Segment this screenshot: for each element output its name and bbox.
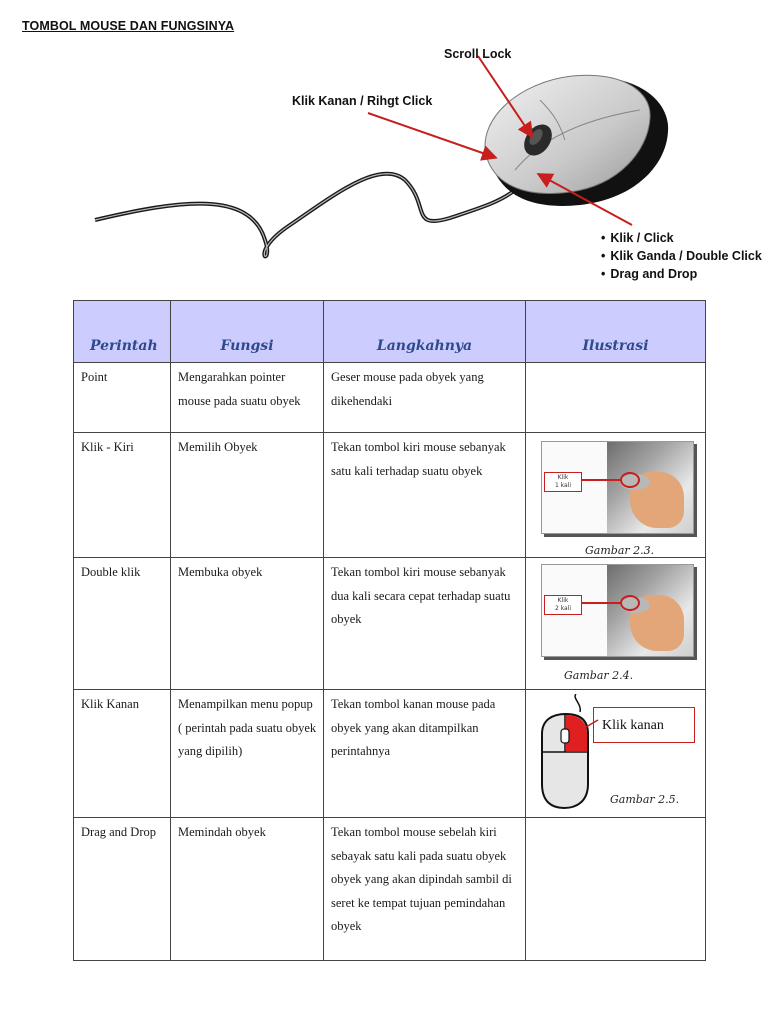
table-row [74, 818, 706, 961]
bullet-item: • Klik / Click [601, 229, 762, 247]
cell-perintah: Klik Kanan [74, 690, 171, 818]
header-fungsi: Fungsi [171, 301, 324, 363]
cell-fungsi: Memindah obyek [171, 818, 324, 961]
cell-perintah: Klik - Kiri [74, 433, 171, 558]
label-right-click: Klik Kanan / Rihgt Click [292, 94, 433, 108]
cell-ilustrasi [526, 363, 706, 433]
cell-ilustrasi [526, 558, 706, 690]
cell-perintah: Double klik [74, 558, 171, 690]
photo-double-click [541, 564, 694, 657]
arrow-right-click [368, 113, 494, 157]
cell-fungsi: Menampilkan menu popup ( perintah pada suatu obyek yang dipilih) [171, 690, 324, 818]
click-bullet-list [601, 229, 762, 283]
cell-langkah: Tekan tombol kiri mouse sebanyak dua kali secara cepat terhadap suatu obyek [324, 558, 526, 690]
cell-ilustrasi [526, 818, 706, 961]
photo-left-click [541, 441, 694, 534]
cell-perintah: Point [74, 363, 171, 433]
cell-ilustrasi [526, 433, 706, 558]
caption-gambar-2-3: Gambar 2.3. [585, 544, 655, 557]
header-ilustrasi: Ilustrasi [526, 301, 706, 363]
caption-gambar-2-5: Gambar 2.5. [610, 793, 680, 806]
page-title: TOMBOL MOUSE DAN FUNGSINYA [22, 19, 235, 33]
mouse-body [485, 75, 668, 206]
bullet-item: • Drag and Drop [601, 265, 762, 283]
photo-label: Klik 1 kali [544, 472, 582, 492]
cell-langkah: Tekan tombol mouse sebelah kiri sebayak satu kali pada suatu obyek obyek yang akan dipindah sambil di seret ke tempat tujuan pemindahan obyek [324, 818, 526, 961]
table-header-row [74, 301, 706, 363]
bullet-item: • Klik Ganda / Double Click [601, 247, 762, 265]
header-perintah: Perintah [74, 301, 171, 363]
klik-kanan-label: Klik kanan [593, 707, 695, 743]
cell-langkah: Tekan tombol kiri mouse sebanyak satu kali terhadap suatu obyek [324, 433, 526, 558]
table-row [74, 690, 706, 818]
cell-ilustrasi [526, 690, 706, 818]
caption-gambar-2-4: Gambar 2.4. [564, 669, 634, 682]
cell-fungsi: Mengarahkan pointer mouse pada suatu obyek [171, 363, 324, 433]
label-scroll-lock: Scroll Lock [444, 47, 512, 61]
table-row [74, 558, 706, 690]
mouse-diagram [0, 40, 768, 290]
mouse-command-table [73, 300, 706, 961]
header-langkahnya: Langkahnya [324, 301, 526, 363]
cell-fungsi: Membuka obyek [171, 558, 324, 690]
table-row [74, 433, 706, 558]
cell-langkah: Geser mouse pada obyek yang dikehendaki [324, 363, 526, 433]
cell-langkah: Tekan tombol kanan mouse pada obyek yang akan ditampilkan perintahnya [324, 690, 526, 818]
cell-fungsi: Memilih Obyek [171, 433, 324, 558]
photo-label: Klik 2 kali [544, 595, 582, 615]
cell-perintah: Drag and Drop [74, 818, 171, 961]
table-row [74, 363, 706, 433]
